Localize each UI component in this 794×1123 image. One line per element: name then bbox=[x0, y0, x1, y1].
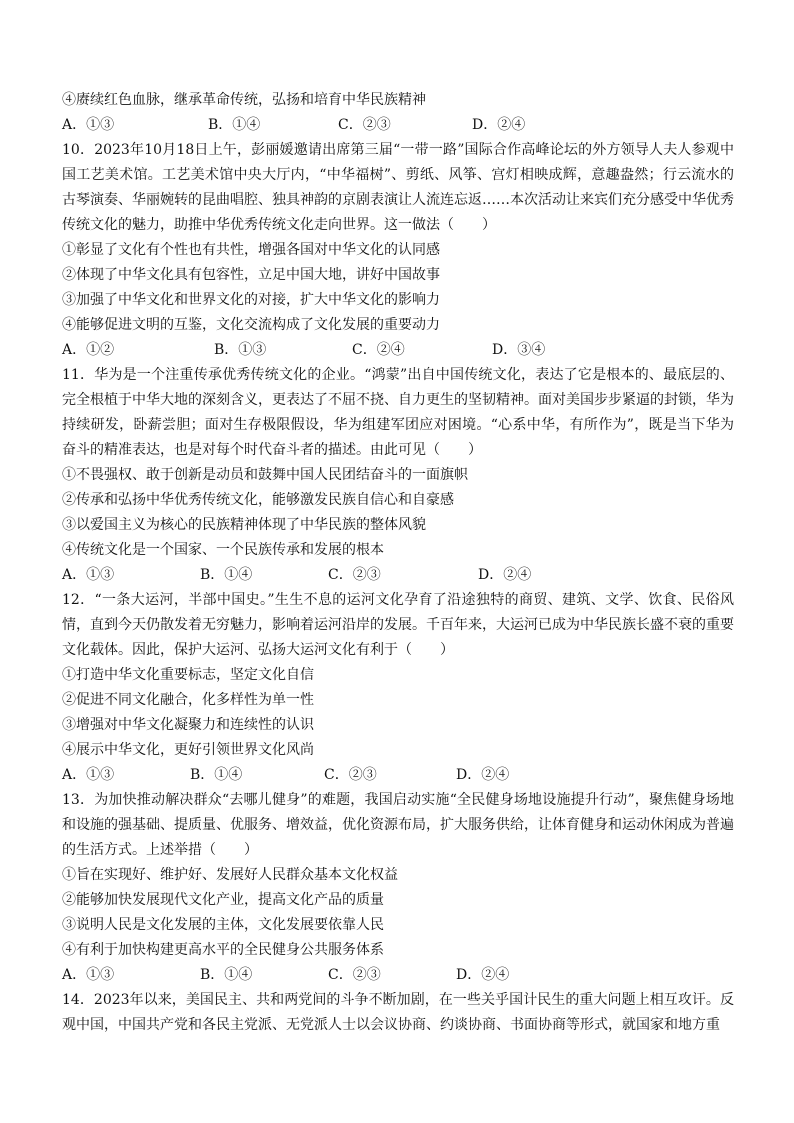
q9-options bbox=[62, 113, 734, 138]
q14-stem: 14．2023年以来，美国民主、共和两党间的斗争不断加剧，在一些关乎国计民生的重大问题上相互攻讦。反观中国，中国共产党和各民主党派、无党派人士以会议协商、约谈协商、书面协商等形式，就国家和地方重 bbox=[62, 992, 734, 1033]
q12-statement-2: ②促进不同文化融合，化多样性为单一性 bbox=[62, 692, 314, 708]
q13-stem: 13．为加快推动解决群众“去哪儿健身”的难题，我国启动实施“全民健身场地设施提升行动”，聚焦健身场地和设施的强基础、提质量、优服务、增效益，优化资源布局，扩大服务供给，让体育健身和运动休闲成为普遍的生活方式。上述举措（ ） bbox=[62, 792, 734, 858]
q12-option-d[interactable]: D．②④ bbox=[456, 767, 510, 783]
question-content bbox=[62, 88, 734, 1038]
q12-option-b[interactable]: B．①④ bbox=[190, 767, 243, 783]
q13-statement-4: ④有利于加快构建更高水平的全民健身公共服务体系 bbox=[62, 942, 384, 958]
q9-option-d[interactable]: D．②④ bbox=[472, 117, 526, 133]
q13-option-a[interactable]: A．①③ bbox=[62, 967, 115, 983]
q12-statement-4: ④展示中华文化，更好引领世界文化风尚 bbox=[62, 742, 314, 758]
q11-option-b[interactable]: B．①④ bbox=[200, 567, 253, 583]
q13-statement-3: ③说明人民是文化发展的主体，文化发展要依靠人民 bbox=[62, 917, 384, 933]
q10-stem: 10．2023年10月18日上午，彭丽媛邀请出席第三届“一带一路”国际合作高峰论坛的外方领导人夫人参观中国工艺美术馆。工艺美术馆中央大厅内，“中华福树”、剪纸、风筝、宫灯相映成辉，意趣盎然；行云流水的古琴演奏、华丽婉转的昆曲唱腔、独具神韵的京剧表演让人流连忘返……本次活动让来宾们充分感受中华优秀传统文化的魅力，助推中华优秀传统文化走向世界。这一做法（ ） bbox=[62, 142, 734, 233]
q11-statement-4: ④传统文化是一个国家、一个民族传承和发展的根本 bbox=[62, 542, 384, 558]
q10-statement-3: ③加强了中华文化和世界文化的对接，扩大中华文化的影响力 bbox=[62, 292, 440, 308]
q11-statement-2: ②传承和弘扬中华优秀传统文化，能够激发民族自信心和自豪感 bbox=[62, 492, 454, 508]
q10-statement-2: ②体现了中华文化具有包容性，立足中国大地，讲好中国故事 bbox=[62, 267, 440, 283]
q12-statement-1: ①打造中华文化重要标志，坚定文化自信 bbox=[62, 667, 314, 683]
q12-stem: 12．“一条大运河，半部中国史。”生生不息的运河文化孕育了沿途独特的商贸、建筑、文学、饮食、民俗风情，直到今天仍散发着无穷魅力，影响着运河沿岸的发展。千百年来，大运河已成为中华民族长盛不衰的重要文化载体。因此，保护大运河、弘扬大运河文化有利于（ ） bbox=[62, 592, 734, 658]
q12-option-c[interactable]: C．②③ bbox=[324, 767, 377, 783]
q12-statement-3: ③增强对中华文化凝聚力和连续性的认识 bbox=[62, 717, 314, 733]
q11-statement-1: ①不畏强权、敢于创新是动员和鼓舞中国人民团结奋斗的一面旗帜 bbox=[62, 467, 468, 483]
q13-statement-2: ②能够加快发展现代文化产业，提高文化产品的质量 bbox=[62, 892, 384, 908]
q10-option-b[interactable]: B．①③ bbox=[214, 342, 267, 358]
q11-option-a[interactable]: A．①③ bbox=[62, 567, 115, 583]
q9-option-a[interactable]: A．①③ bbox=[62, 117, 115, 133]
q10-statement-1: ①彰显了文化有个性也有共性，增强各国对中华文化的认同感 bbox=[62, 242, 440, 258]
q13-options bbox=[62, 963, 734, 988]
q9-option-b[interactable]: B．①④ bbox=[208, 117, 261, 133]
q11-options bbox=[62, 563, 734, 588]
q11-stem: 11．华为是一个注重传承优秀传统文化的企业。“鸿蒙”出自中国传统文化，表达了它是根本的、最底层的、完全根植于中华大地的深刻含义，更表达了不屈不挠、自力更生的坚韧精神。面对美国步步紧逼的封锁，华为持续研发，卧薪尝胆；面对生存极限假设，华为组建军团应对困境。“心系中华，有所作为”，既是当下华为奋斗的精准表达，也是对每个时代奋斗者的描述。由此可见（ ） bbox=[62, 367, 734, 458]
q13-statement-1: ①旨在实现好、维护好、发展好人民群众基本文化权益 bbox=[62, 867, 398, 883]
q12-option-a[interactable]: A．①③ bbox=[62, 767, 115, 783]
q11-option-d[interactable]: D．②④ bbox=[478, 567, 532, 583]
q10-option-d[interactable]: D．③④ bbox=[492, 342, 546, 358]
q10-statement-4: ④能够促进文明的互鉴，文化交流构成了文化发展的重要动力 bbox=[62, 317, 440, 333]
q12-options bbox=[62, 763, 734, 788]
q13-option-b[interactable]: B．①④ bbox=[200, 967, 253, 983]
q13-option-d[interactable]: D．②④ bbox=[456, 967, 510, 983]
q11-option-c[interactable]: C．②③ bbox=[328, 567, 381, 583]
q10-option-c[interactable]: C．②④ bbox=[352, 342, 405, 358]
q9-option-c[interactable]: C．②③ bbox=[338, 117, 391, 133]
q9-statement-4: ④赓续红色血脉，继承革命传统，弘扬和培育中华民族精神 bbox=[62, 92, 426, 108]
q13-option-c[interactable]: C．②③ bbox=[328, 967, 381, 983]
q10-option-a[interactable]: A．①② bbox=[62, 342, 115, 358]
q11-statement-3: ③以爱国主义为核心的民族精神体现了中华民族的整体风貌 bbox=[62, 517, 426, 533]
q10-options bbox=[62, 338, 734, 363]
